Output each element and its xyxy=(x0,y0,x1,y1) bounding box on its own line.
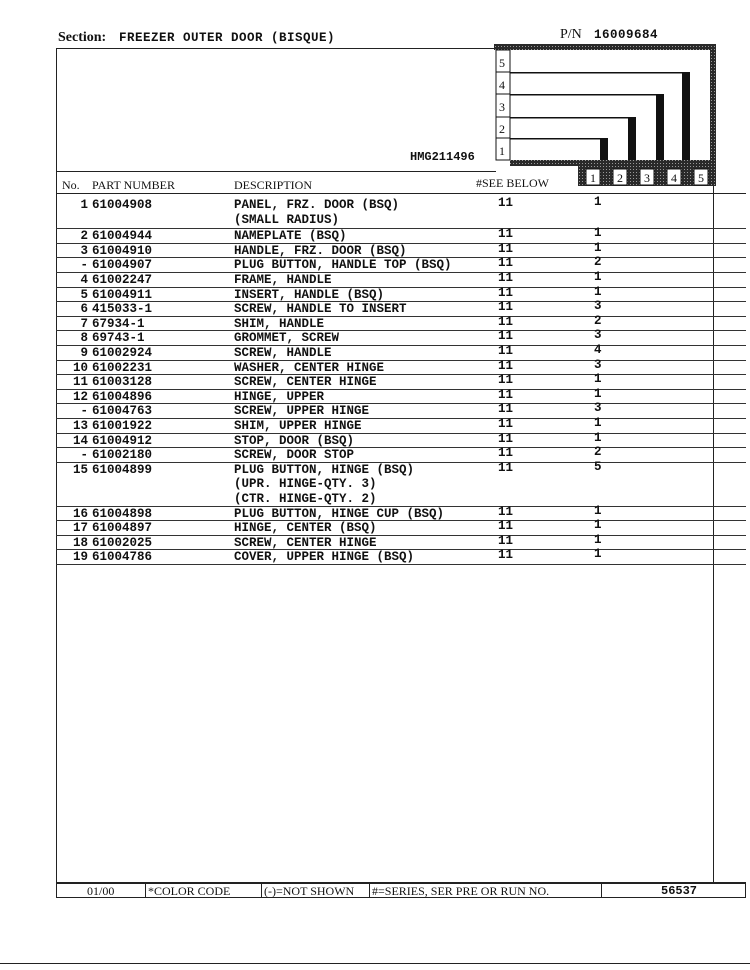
row-part-number: 61004898 xyxy=(92,506,153,521)
row-part-number: 61004763 xyxy=(92,404,153,419)
row-quantity: 1 xyxy=(594,195,602,209)
row-divider xyxy=(56,345,746,346)
series-bar-4 xyxy=(682,72,690,174)
row-ref-number: 3 xyxy=(80,243,88,258)
row-description: PLUG BUTTON, HINGE CUP (BSQ) xyxy=(234,506,445,521)
series-number-bottom-5: 5 xyxy=(698,171,704,185)
row-divider xyxy=(56,360,746,361)
row-divider xyxy=(56,316,746,317)
row-quantity: 1 xyxy=(594,430,602,445)
row-description: SCREW, DOOR STOP xyxy=(234,448,355,463)
row-ref-number: - xyxy=(80,258,88,273)
column-header-no: No. xyxy=(62,178,80,192)
footer-not-shown: (-)=NOT SHOWN xyxy=(264,884,355,898)
row-series: 11 xyxy=(498,300,514,315)
row-quantity: 3 xyxy=(594,357,602,372)
row-divider xyxy=(56,564,746,565)
series-diagram xyxy=(488,42,748,192)
row-part-number: 69743-1 xyxy=(92,331,145,346)
row-series: 11 xyxy=(498,446,514,461)
row-series: 11 xyxy=(498,285,514,300)
row-description: NAMEPLATE (BSQ) xyxy=(234,229,347,244)
row-divider xyxy=(56,520,746,521)
row-quantity: 1 xyxy=(594,372,602,387)
row-divider xyxy=(56,287,746,288)
footer-bar xyxy=(56,882,746,898)
row-divider xyxy=(56,418,746,419)
row-quantity: 2 xyxy=(594,445,602,460)
row-part-number: 61004944 xyxy=(92,229,153,244)
row-quantity: 1 xyxy=(594,518,602,533)
row-ref-number: - xyxy=(80,404,88,419)
row-part-number: 61004786 xyxy=(92,550,153,565)
diagram-border-right xyxy=(710,44,716,174)
row-ref-number: 8 xyxy=(80,331,88,346)
diagram-border-top xyxy=(494,44,716,50)
row-ref-number: 12 xyxy=(72,389,88,404)
row-divider xyxy=(56,228,746,229)
row-ref-number: 19 xyxy=(72,550,88,565)
row-part-number: 61002247 xyxy=(92,273,153,287)
row-description-line2: (UPR. HINGE-QTY. 3) xyxy=(234,477,377,492)
row-description: HINGE, UPPER xyxy=(234,389,325,404)
part-number-value: 16009684 xyxy=(594,28,659,42)
diagram-label: HMG211496 xyxy=(410,150,475,164)
row-series: 11 xyxy=(498,241,514,256)
row-series: 11 xyxy=(498,329,514,344)
row-series: 11 xyxy=(498,314,514,329)
row-series: 11 xyxy=(498,533,514,548)
row-part-number: 61004897 xyxy=(92,521,153,536)
row-series: 11 xyxy=(498,548,514,563)
row-series: 11 xyxy=(498,256,514,271)
row-part-number: 61004910 xyxy=(92,243,153,258)
section-title: FREEZER OUTER DOOR (BISQUE) xyxy=(119,31,336,45)
series-number-left-3: 3 xyxy=(499,100,505,114)
row-part-number: 61004908 xyxy=(92,198,153,212)
row-part-number: 61002231 xyxy=(92,360,153,375)
header-rule-top xyxy=(56,171,496,172)
row-quantity: 2 xyxy=(594,255,602,270)
row-quantity: 3 xyxy=(594,401,602,416)
row-divider xyxy=(56,374,746,375)
row-description: PANEL, FRZ. DOOR (BSQ) xyxy=(234,198,400,212)
row-description: STOP, DOOR (BSQ) xyxy=(234,433,355,448)
row-quantity: 1 xyxy=(594,416,602,430)
row-ref-number: 17 xyxy=(72,521,88,536)
row-divider xyxy=(56,447,746,448)
row-ref-number: 4 xyxy=(80,273,88,287)
row-description: COVER, UPPER HINGE (BSQ) xyxy=(234,550,415,565)
row-description: SCREW, CENTER HINGE xyxy=(234,375,377,390)
row-part-number: 61004912 xyxy=(92,433,153,448)
series-number-bottom-3: 3 xyxy=(644,171,650,185)
row-quantity: 3 xyxy=(594,299,602,314)
row-part-number: 61002180 xyxy=(92,448,153,463)
row-divider xyxy=(56,330,746,331)
row-part-number: 61004907 xyxy=(92,258,153,273)
row-series: 11 xyxy=(498,387,514,402)
row-ref-number: 9 xyxy=(80,346,88,360)
row-description: WASHER, CENTER HINGE xyxy=(234,360,385,375)
row-ref-number: 2 xyxy=(80,229,88,244)
row-quantity: 1 xyxy=(594,226,602,241)
row-quantity: 1 xyxy=(594,532,602,547)
row-quantity: 1 xyxy=(594,547,602,562)
row-ref-number: 6 xyxy=(80,302,88,317)
page-bottom-rule xyxy=(0,963,750,964)
series-number-left-4: 4 xyxy=(499,78,505,92)
row-part-number: 61004896 xyxy=(92,389,153,404)
row-description: SCREW, CENTER HINGE xyxy=(234,535,377,550)
row-series: 11 xyxy=(498,196,514,210)
row-ref-number: 11 xyxy=(72,375,88,390)
series-number-bottom-4: 4 xyxy=(671,171,677,185)
row-quantity: 1 xyxy=(594,386,602,401)
row-part-number: 61003128 xyxy=(92,375,153,390)
row-quantity: 1 xyxy=(594,503,602,518)
series-number-left-1: 1 xyxy=(499,144,505,158)
row-description: SHIM, UPPER HINGE xyxy=(234,419,362,433)
row-description: SCREW, HANDLE TO INSERT xyxy=(234,302,407,317)
row-series: 11 xyxy=(498,402,514,417)
header-rule-bottom xyxy=(56,193,746,194)
column-header-description: DESCRIPTION xyxy=(234,178,313,192)
row-quantity: 2 xyxy=(594,313,602,328)
row-series: 11 xyxy=(498,417,514,431)
row-series: 11 xyxy=(498,344,514,358)
row-part-number: 415033-1 xyxy=(92,302,153,317)
row-quantity: 1 xyxy=(594,284,602,299)
row-ref-number: 1 xyxy=(80,198,88,212)
row-series: 11 xyxy=(498,431,514,446)
row-ref-number: 14 xyxy=(72,433,88,448)
row-ref-number: 10 xyxy=(72,360,88,375)
row-description: HINGE, CENTER (BSQ) xyxy=(234,521,377,536)
row-description: GROMMET, SCREW xyxy=(234,331,340,346)
row-description: SHIM, HANDLE xyxy=(234,316,325,331)
row-part-number: 61002025 xyxy=(92,535,153,550)
series-number-left-5: 5 xyxy=(499,56,505,70)
row-description: INSERT, HANDLE (BSQ) xyxy=(234,287,385,302)
row-series: 11 xyxy=(498,373,514,388)
row-quantity: 1 xyxy=(594,270,602,284)
row-ref-number: 15 xyxy=(72,462,88,477)
row-quantity: 5 xyxy=(594,459,602,474)
row-ref-number: 18 xyxy=(72,535,88,550)
row-series: 11 xyxy=(498,504,514,519)
series-number-bottom-1: 1 xyxy=(590,171,596,185)
footer-color-code: *COLOR CODE xyxy=(148,884,231,898)
row-ref-number: 5 xyxy=(80,287,88,302)
footer-page-code: 56537 xyxy=(661,884,698,898)
row-part-number: 61004899 xyxy=(92,462,153,477)
row-series: 11 xyxy=(498,358,514,373)
row-divider xyxy=(56,433,746,434)
row-divider xyxy=(56,403,746,404)
series-number-left-2: 2 xyxy=(499,122,505,136)
row-part-number: 61002924 xyxy=(92,346,153,360)
row-description-line2: (SMALL RADIUS) xyxy=(234,212,340,227)
footer-date: 01/00 xyxy=(87,884,115,898)
row-series: 11 xyxy=(498,460,514,475)
row-part-number: 61001922 xyxy=(92,419,153,433)
row-description: FRAME, HANDLE xyxy=(234,273,332,287)
row-quantity: 1 xyxy=(594,240,602,255)
row-description: PLUG BUTTON, HANDLE TOP (BSQ) xyxy=(234,258,452,273)
row-quantity: 4 xyxy=(594,343,602,357)
row-description: SCREW, UPPER HINGE xyxy=(234,404,370,419)
row-ref-number: 16 xyxy=(72,506,88,521)
row-description: SCREW, HANDLE xyxy=(234,346,332,360)
row-ref-number: 13 xyxy=(72,419,88,433)
row-ref-number: 7 xyxy=(80,316,88,331)
part-number-label: P/N xyxy=(560,27,582,42)
row-series: 11 xyxy=(498,519,514,534)
row-series: 11 xyxy=(498,271,514,285)
section-label: Section: xyxy=(58,30,107,45)
footer-series-note: #=SERIES, SER PRE OR RUN NO. xyxy=(372,884,550,898)
row-divider xyxy=(56,272,746,273)
row-quantity: 3 xyxy=(594,328,602,343)
row-divider xyxy=(56,535,746,536)
row-divider xyxy=(56,389,746,390)
row-series: 11 xyxy=(498,227,514,242)
series-number-bottom-2: 2 xyxy=(617,171,623,185)
row-part-number: 67934-1 xyxy=(92,316,145,331)
row-part-number: 61004911 xyxy=(92,287,153,302)
row-description: HANDLE, FRZ. DOOR (BSQ) xyxy=(234,243,407,258)
column-header-series: #SEE BELOW xyxy=(476,176,549,190)
column-header-part-number: PART NUMBER xyxy=(92,178,175,192)
row-description-line3: (CTR. HINGE-QTY. 2) xyxy=(234,492,377,506)
row-ref-number: - xyxy=(80,448,88,463)
row-description: PLUG BUTTON, HINGE (BSQ) xyxy=(234,462,415,477)
